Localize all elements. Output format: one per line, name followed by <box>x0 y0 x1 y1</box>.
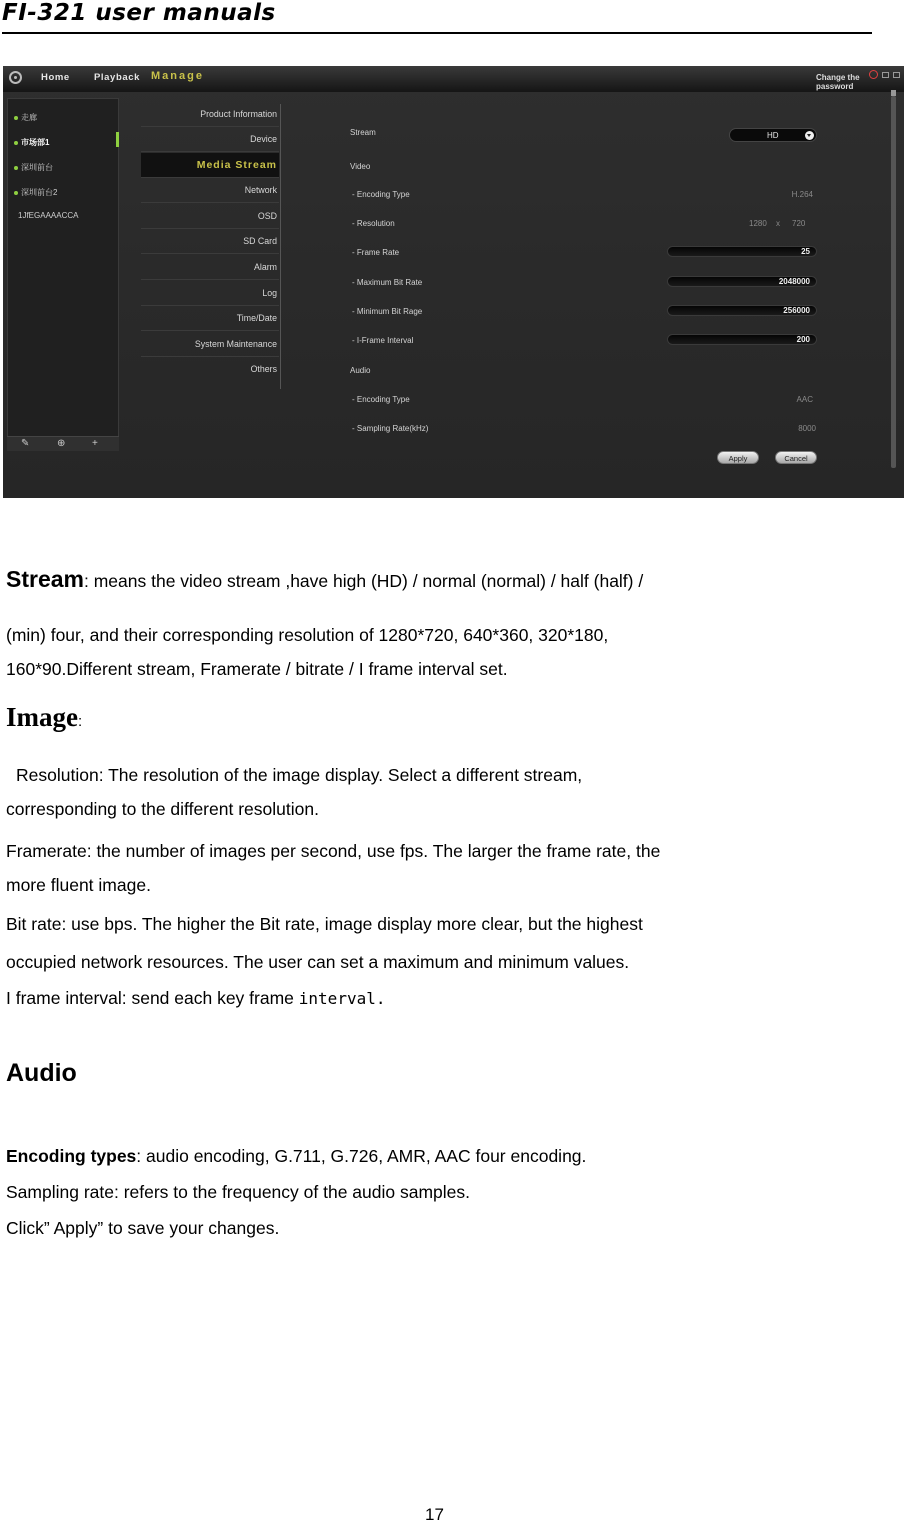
framerate-line2: more fluent image. <box>6 875 151 895</box>
device-sidebar <box>7 98 119 450</box>
bitrate-line1: Bit rate: use bps. The higher the Bit rate, image display more clear, but the highest <box>6 914 643 934</box>
audio-section-label: Audio <box>350 366 371 375</box>
menu-sd-card[interactable]: SD Card <box>141 229 279 254</box>
resolution-line2: corresponding to the different resolution. <box>6 799 319 819</box>
online-dot-icon <box>14 116 18 120</box>
menu-media-stream[interactable]: Media Stream <box>141 153 279 178</box>
stream-heading: Stream <box>6 566 84 592</box>
iframe-interval-input[interactable]: 200 <box>667 334 817 345</box>
device-item[interactable]: 走廊 <box>14 112 37 123</box>
menu-product-information[interactable]: Product Information <box>141 102 279 127</box>
image-heading: Image <box>6 702 78 732</box>
menu-device[interactable]: Device <box>141 127 279 152</box>
add-icon[interactable]: + <box>92 438 98 449</box>
top-navigation-bar <box>3 66 904 92</box>
search-icon[interactable]: ⊕ <box>57 438 66 449</box>
power-icon[interactable] <box>869 70 878 79</box>
page-number: 17 <box>425 1505 444 1524</box>
stream-paragraph-line2: (min) four, and their corresponding resolution of 1280*720, 640*360, 320*180, <box>6 625 609 645</box>
nav-playback[interactable]: Playback <box>94 72 140 83</box>
sidebar-toolbar <box>7 436 119 451</box>
apply-instruction-line: Click” Apply” to save your changes. <box>6 1218 280 1238</box>
audio-heading: Audio <box>6 1059 77 1087</box>
min-bitrate-input[interactable]: 256000 <box>667 305 817 316</box>
menu-time-date[interactable]: Time/Date <box>141 306 279 331</box>
device-item-selected[interactable]: 市场部1 <box>14 137 49 148</box>
min-bitrate-label: - Minimum Bit Rage <box>352 307 423 316</box>
stream-label: Stream <box>350 128 376 137</box>
nav-home[interactable]: Home <box>41 72 70 83</box>
document-header <box>2 0 872 34</box>
online-dot-icon <box>14 191 18 195</box>
sampling-rate-label: - Sampling Rate(kHz) <box>352 424 429 433</box>
audio-encoding-value: AAC <box>796 395 813 404</box>
sampling-rate-line: Sampling rate: refers to the frequency of the audio samples. <box>6 1182 471 1202</box>
iframe-line: I frame interval: send each key frame interval. <box>6 988 386 1008</box>
encoding-type-label: - Encoding Type <box>352 190 410 199</box>
menu-osd[interactable]: OSD <box>141 204 279 229</box>
cancel-button[interactable]: Cancel <box>775 451 817 464</box>
stream-select-value: HD <box>767 131 779 140</box>
ui-screenshot <box>3 66 904 498</box>
resolution-line1: Resolution: The resolution of the image display. Select a different stream, <box>16 765 583 785</box>
apply-button[interactable]: Apply <box>717 451 759 464</box>
resolution-x: x <box>776 219 780 228</box>
frame-rate-label: - Frame Rate <box>352 248 400 257</box>
max-bitrate-label: - Maximum Bit Rate <box>352 278 423 287</box>
nav-manage[interactable]: Manage <box>151 70 204 82</box>
resolution-width: 1280 <box>749 219 767 228</box>
iframe-interval-label: - I-Frame Interval <box>352 336 414 345</box>
encoding-type-value: H.264 <box>791 190 813 199</box>
stream-paragraph-line3: 160*90.Different stream, Framerate / bitrate / I frame interval set. <box>6 659 508 679</box>
change-password-line1: Change the <box>816 73 860 82</box>
change-password-link[interactable] <box>816 73 860 91</box>
online-dot-icon <box>14 166 18 170</box>
video-section-label: Video <box>350 162 371 171</box>
sampling-rate-value: 8000 <box>798 424 816 433</box>
resolution-label: - Resolution <box>352 219 395 228</box>
image-heading-line: Image: <box>6 702 83 732</box>
audio-encoding-label: - Encoding Type <box>352 395 410 404</box>
scrollbar[interactable] <box>891 96 896 468</box>
menu-system-maintenance[interactable]: System Maintenance <box>141 332 279 357</box>
chevron-down-icon <box>805 131 814 140</box>
change-password-line2: password <box>816 82 854 91</box>
resolution-height: 720 <box>792 219 806 228</box>
logo-icon <box>9 71 22 84</box>
framerate-line1: Framerate: the number of images per second, use fps. The larger the frame rate, the <box>6 841 661 861</box>
max-bitrate-input[interactable]: 2048000 <box>667 276 817 287</box>
maximize-icon[interactable] <box>893 72 900 78</box>
frame-rate-input[interactable]: 25 <box>667 246 817 257</box>
wrench-icon[interactable]: ✎ <box>21 438 30 449</box>
encoding-types-label: Encoding types <box>6 1146 137 1166</box>
menu-others[interactable]: Others <box>250 364 277 374</box>
encoding-types-line: Encoding types: audio encoding, G.711, G.726, AMR, AAC four encoding. <box>6 1146 587 1166</box>
stream-paragraph-line1: Stream: means the video stream ,have high (HD) / normal (normal) / half (half) / <box>6 566 644 592</box>
device-item[interactable]: 深圳前台2 <box>14 187 57 198</box>
menu-divider <box>280 104 281 389</box>
device-item[interactable]: 深圳前台 <box>14 162 53 173</box>
online-dot-icon <box>14 141 18 145</box>
bitrate-line2: occupied network resources. The user can set a maximum and minimum values. <box>6 952 630 972</box>
menu-log[interactable]: Log <box>141 281 279 306</box>
stream-select[interactable] <box>729 128 817 142</box>
device-item[interactable]: 1JfEGAAAACCA <box>18 211 79 220</box>
selection-indicator <box>116 132 119 147</box>
menu-alarm[interactable]: Alarm <box>141 255 279 280</box>
document-title: FI-321 user manuals <box>2 0 276 26</box>
minimize-icon[interactable] <box>882 72 889 78</box>
menu-network[interactable]: Network <box>141 178 279 203</box>
